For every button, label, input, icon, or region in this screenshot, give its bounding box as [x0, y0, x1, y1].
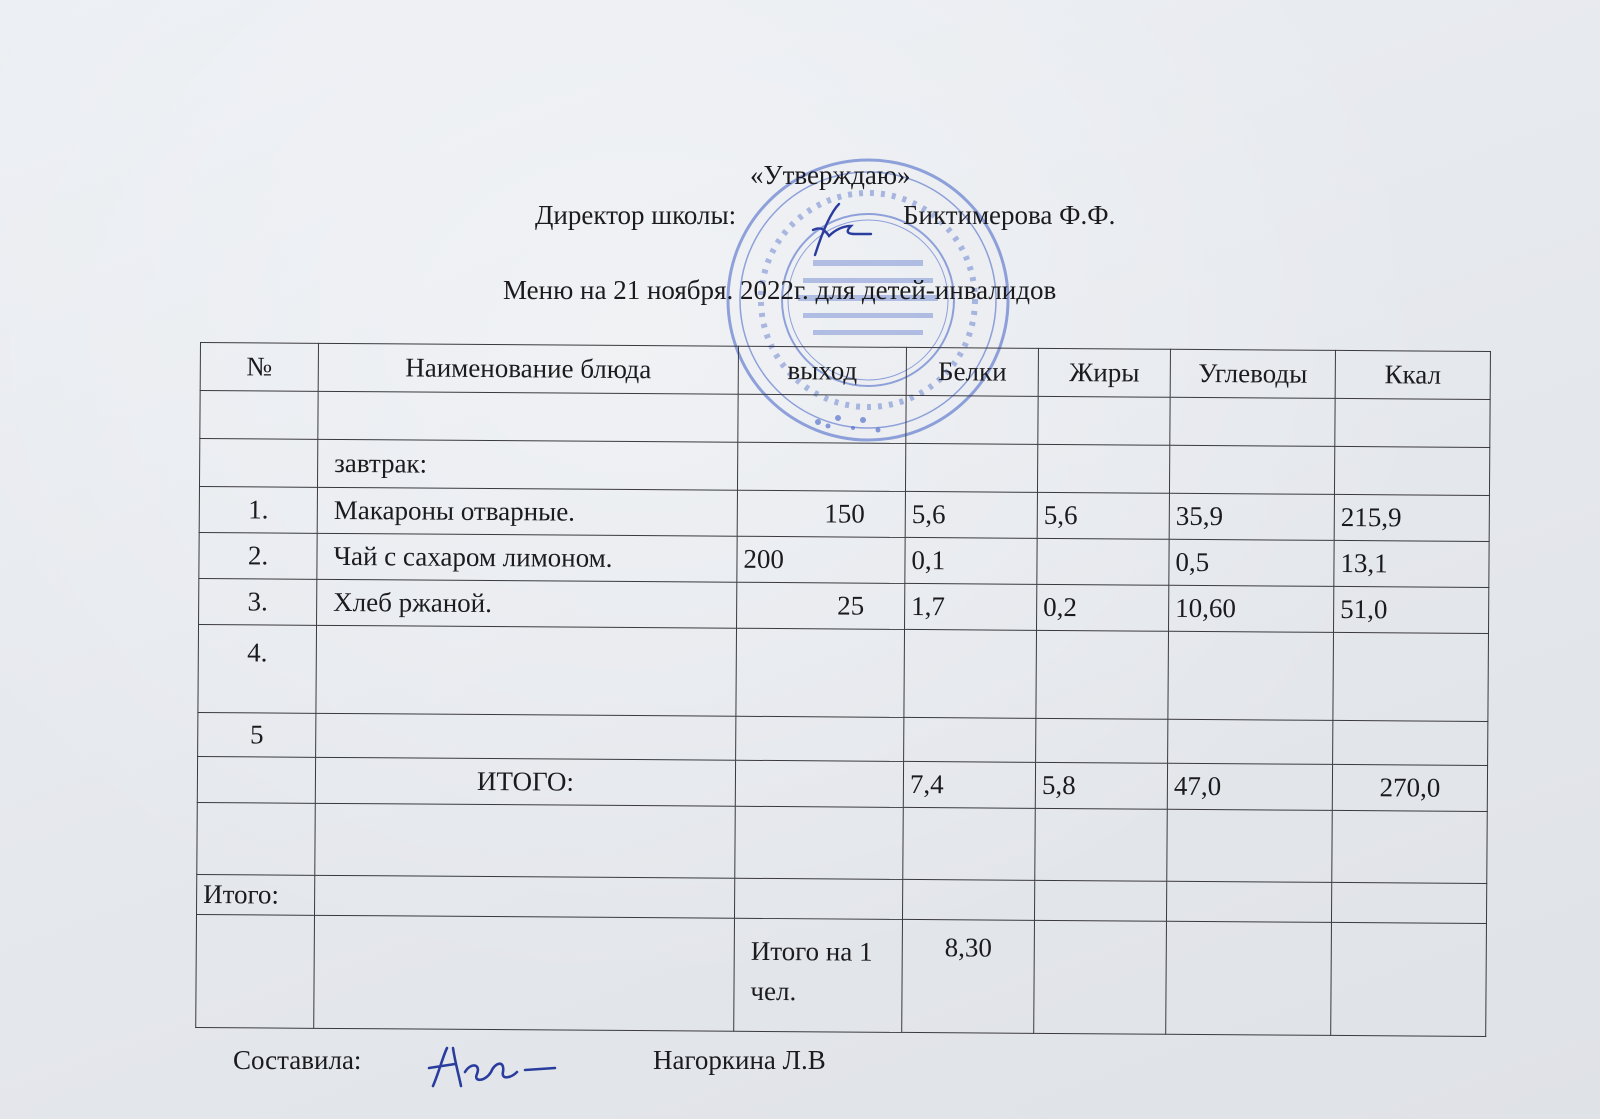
row-dish-name: Хлеб ржаной. [317, 579, 737, 628]
row-carbs: 10,60 [1169, 585, 1334, 632]
total-fat: 5,8 [1035, 762, 1167, 809]
director-signature-icon [795, 200, 875, 260]
composer-line [233, 1045, 826, 1076]
row-kcal: 13,1 [1334, 540, 1489, 587]
row-yield: 150 [737, 490, 905, 537]
row-dish-name [316, 625, 737, 716]
header-yield: выход [738, 346, 906, 395]
composer-label: Составила: [233, 1045, 362, 1075]
row-fat: 5,6 [1037, 492, 1169, 539]
row-carbs: 0,5 [1169, 539, 1334, 586]
per-person-label: Итого на 1 чел. [734, 918, 903, 1032]
row-number: 1. [199, 486, 317, 533]
row-number: 3. [199, 578, 317, 625]
header-carbs: Углеводы [1170, 349, 1335, 398]
row-number: 4. [198, 624, 317, 713]
header-dish-name: Наименование блюда [318, 343, 738, 394]
row-protein: 1,7 [905, 583, 1037, 630]
composer-name: Нагоркина Л.В [653, 1045, 826, 1075]
director-label: Директор школы: [535, 200, 737, 230]
row-kcal: 215,9 [1334, 494, 1489, 541]
per-person-value: 8,30 [902, 919, 1035, 1033]
row-fat: 0,2 [1037, 584, 1169, 631]
section-label: завтрак: [317, 439, 737, 490]
director-name: Биктимерова Ф.Ф. [903, 200, 1116, 230]
per-person-row [196, 914, 1487, 1036]
menu-table [195, 342, 1491, 1037]
row-protein: 5,6 [905, 491, 1037, 538]
row-carbs: 35,9 [1169, 493, 1334, 540]
table-row [198, 624, 1489, 721]
row-kcal: 51,0 [1334, 586, 1489, 633]
row-yield: 200 [737, 536, 905, 583]
director-line [535, 200, 1116, 231]
total-kcal: 270,0 [1332, 764, 1487, 811]
approve-label: «Утверждаю» [750, 160, 911, 190]
total-label: ИТОГО: [315, 757, 735, 806]
table-row-empty [197, 802, 1487, 883]
row-protein: 0,1 [905, 537, 1037, 584]
header-number: № [200, 343, 318, 392]
row-dish-name: Чай с сахаром лимоном. [317, 533, 737, 582]
grand-total-label: Итого: [197, 874, 315, 915]
row-fat [1037, 538, 1169, 585]
row-number: 2. [199, 532, 317, 579]
header-protein: Белки [906, 347, 1038, 396]
total-protein: 7,4 [903, 761, 1035, 808]
total-carbs: 47,0 [1167, 763, 1332, 810]
header-kcal: Ккал [1335, 350, 1490, 399]
row-yield: 25 [737, 582, 905, 629]
header-fat: Жиры [1038, 348, 1170, 397]
menu-title: Меню на 21 ноября. 2022г. для детей-инвалидов [503, 275, 1057, 305]
row-number: 5 [198, 712, 316, 757]
row-dish-name: Макароны отварные. [317, 487, 737, 536]
composer-signature-icon [425, 1042, 560, 1092]
